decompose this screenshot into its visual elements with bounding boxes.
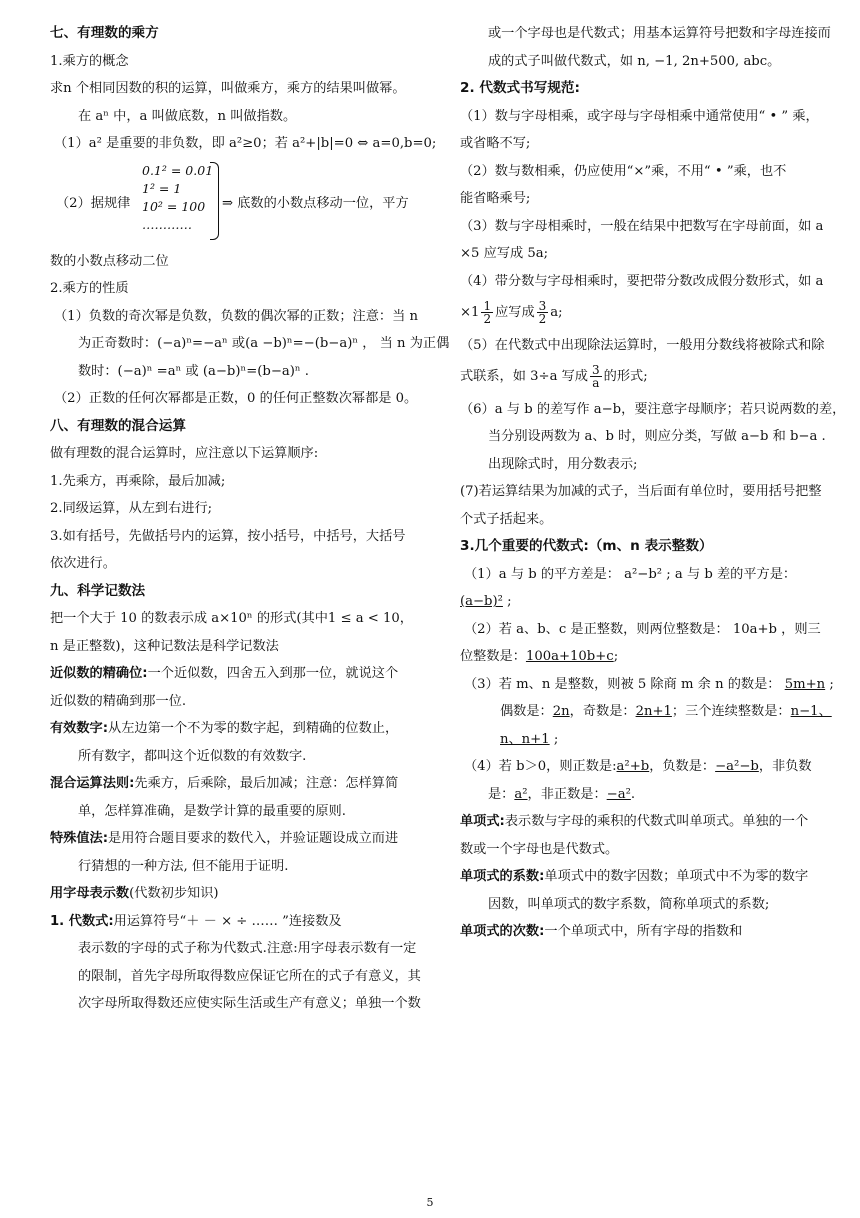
term-text: 是用符合题目要求的数代入，并验证题设成立而进	[108, 831, 399, 846]
term-label: 单项式的系数:	[460, 869, 545, 884]
term-text: 单项式中的数字因数；单项式中不为零的数字	[544, 869, 809, 884]
list-item	[460, 702, 838, 721]
term-label: 单项式的次数:	[460, 924, 545, 939]
list-item: （2）若 a、b、c 是正整数，则两位整数是： 10a+b ，则三	[464, 621, 821, 637]
answer: 2n+1	[635, 704, 672, 719]
list-item: 数时：(−a)ⁿ =aⁿ 或 (a−b)ⁿ=(b−a)ⁿ .	[78, 363, 309, 379]
list-item: 3.如有括号，先做括号内的运算，按小括号，中括号，大括号	[50, 528, 406, 544]
text: ×1	[460, 305, 480, 320]
list-item: 个式子括起来。	[460, 511, 553, 527]
text: a;	[550, 305, 563, 320]
list-item	[460, 299, 838, 327]
list-item: （1）a² 是重要的非负数，即 a²≥0；若 a²+|b|=0 ⇔ a=0,b=0;	[54, 136, 437, 151]
section-7-title: 七、有理数的乘方	[50, 25, 159, 41]
list-item: 依次进行。	[50, 556, 116, 571]
definition-mixed	[50, 774, 430, 793]
paragraph: 数的小数点移动二位	[50, 253, 169, 269]
letters-title	[50, 884, 430, 903]
list-item: 当分别设两数为 a、b 时，则应分类，写做 a−b 和 b−a .	[488, 429, 826, 444]
numerator: 3	[538, 299, 547, 313]
list-item: 1.先乘方，再乘除，最后加减;	[50, 473, 226, 489]
paragraph: 次字母所取得数还应使实际生活或生产有意义；单独一个数	[78, 996, 421, 1011]
list-item: （4）带分数与字母相乘时，要把带分数改成假分数形式，如 a	[460, 273, 824, 289]
equation: 1² = 1	[142, 180, 182, 196]
definition-monomial	[460, 812, 838, 831]
denominator: a	[592, 376, 600, 390]
paragraph: 在 aⁿ 中，a 叫做底数，n 叫做指数。	[78, 108, 297, 124]
text: （3）若 m、n 是整数，则被 5 除商 m 余 n 的数是：	[464, 676, 781, 692]
list-item: （2）数与数相乘，仍应使用“×”乘，不用“ • ”乘，也不	[460, 163, 787, 179]
paragraph: 行猜想的一种方法, 但不能用于证明.	[78, 858, 289, 874]
term-text: 先乘方，后乘除，最后加减；注意：怎样算简	[134, 776, 399, 791]
term-text: 用运算符号“＋ － × ÷ …… ”连接数及	[113, 913, 342, 929]
paragraph: 因数，叫单项式的数字系数，简称单项式的系数;	[488, 896, 770, 912]
right-brace	[210, 162, 219, 240]
text: ，非负数	[758, 759, 812, 774]
fraction	[590, 364, 602, 389]
paragraph: 近似数的精确到那一位.	[50, 693, 187, 709]
text: ，奇数是：	[569, 704, 636, 719]
denominator: 2	[483, 312, 492, 326]
answer: 100a+10b+c	[525, 649, 614, 664]
rule-conclusion: ⇒ 底数的小数点移动一位，平方	[222, 195, 409, 211]
left-column	[50, 24, 450, 1022]
answer: (a−b)²	[460, 594, 503, 609]
heading-text: 用字母表示数	[50, 886, 130, 901]
term-label: 混合运算法则:	[50, 776, 135, 791]
rule-label: （2）据规律	[56, 195, 131, 211]
text: 应写成	[495, 305, 535, 320]
text: 偶数是：	[500, 704, 553, 719]
list-item: 出现除式时，用分数表示;	[488, 456, 638, 472]
list-item: 位整数是：100a+10b+c;	[460, 649, 619, 664]
list-item: 或省略不写;	[460, 136, 531, 151]
paragraph: 表示数的字母的式子称为代数式.注意:用字母表示数有一定	[78, 941, 417, 956]
answer: a²	[514, 786, 528, 802]
list-item	[460, 757, 838, 776]
list-item: （1）数与字母相乘，或字母与字母相乘中通常使用“ • ” 乘，	[460, 108, 819, 124]
text: 位整数是：	[460, 649, 526, 664]
term-text: 一个近似数，四舍五入到那一位，就说这个	[147, 666, 399, 681]
text: 式联系，如 3÷a 写成	[460, 369, 588, 384]
answer: n−1、	[790, 704, 832, 719]
term-label: 1. 代数式:	[50, 913, 114, 929]
definition-coefficient	[460, 867, 838, 886]
list-item: ×5 应写成 5a;	[460, 246, 549, 261]
list-item: n、n+1 ;	[500, 731, 559, 747]
page-number: 5	[426, 1196, 434, 1209]
paragraph: n 是正整数)，这种记数法是科学记数法	[50, 638, 279, 654]
term-label: 有效数字:	[50, 721, 109, 736]
equation: …………	[142, 216, 192, 232]
term-label: 近似数的精确位:	[50, 666, 148, 681]
paragraph: 或一个字母也是代数式；用基本运算符号把数和字母连接而	[488, 26, 831, 41]
list-item: 为正奇数时：(−a)ⁿ=−aⁿ 或(a −b)ⁿ=−(b−a)ⁿ ， 当 n 为正偶	[78, 336, 450, 351]
list-item: （3）若 m、n 是整数，则被 5 除商 m 余 n 的数是： 5m+n ;	[464, 676, 834, 692]
power-rule-block	[50, 162, 430, 242]
right-column	[460, 24, 846, 950]
list-item: （5）在代数式中出现除法运算时，一般用分数线将被除式和除	[460, 337, 825, 353]
definition-special	[50, 829, 430, 848]
answer: −a²−b	[715, 759, 759, 774]
text: ，负数是：	[649, 759, 716, 774]
answer: 5m+n	[784, 676, 826, 692]
paragraph: 数或一个字母也是代数式。	[460, 841, 619, 857]
denominator: 2	[538, 312, 547, 326]
text: 的形式;	[603, 369, 648, 384]
fraction	[481, 300, 493, 325]
list-item: 2.同级运算，从左到右进行;	[50, 501, 213, 516]
paragraph: 把一个大于 10 的数表示成 a×10ⁿ 的形式(其中1 ≤ a < 10，	[50, 611, 413, 626]
answer: n、n+1	[500, 731, 550, 747]
numerator: 1	[483, 299, 492, 313]
heading-sub: (代数初步知识)	[129, 886, 219, 901]
subsection-7-1: 1.乘方的概念	[50, 53, 129, 69]
list-item: (7)若运算结果为加减的式子，当后面有单位时，要用括号把整	[460, 484, 822, 499]
term-text: 表示数与字母的乘积的代数式叫单项式。单独的一个	[504, 814, 809, 829]
section-9-title: 九、科学记数法	[50, 582, 146, 599]
term-label: 单项式:	[460, 814, 505, 829]
paragraph: 的限制，首先字母所取得数应保证它所在的式子有意义，其	[78, 968, 421, 984]
paragraph: 做有理数的混合运算时，应注意以下运算顺序:	[50, 446, 319, 461]
answer: 2n	[552, 704, 570, 719]
section-title: 2. 代数式书写规范:	[460, 80, 580, 96]
paragraph: 单，怎样算准确，是数学计算的最重要的原则.	[78, 803, 346, 819]
numerator: 3	[592, 363, 600, 377]
section-8-title: 八、有理数的混合运算	[50, 417, 186, 434]
list-item: （6）a 与 b 的差写作 a−b，要注意字母顺序；若只说两数的差，	[460, 401, 846, 417]
term-label: 特殊值法:	[50, 831, 109, 846]
list-item: 是：a²，非正数是：−a².	[488, 786, 636, 802]
paragraph: 求n 个相同因数的积的运算，叫做乘方，乘方的结果叫做幂。	[50, 81, 406, 96]
rule-equations	[142, 162, 213, 234]
term-text: 从左边第一个不为零的数字起，到精确的位数止，	[108, 721, 399, 736]
definition-degree	[460, 922, 838, 941]
list-item	[460, 363, 838, 391]
list-item: （3）数与字母相乘时，一般在结果中把数写在字母前面，如 a	[460, 218, 824, 234]
equation: 10² = 100	[142, 198, 206, 214]
fraction	[537, 300, 549, 325]
text: ，非正数是：	[527, 786, 607, 802]
definition-algebraic	[50, 912, 430, 931]
subsection-7-2: 2.乘方的性质	[50, 281, 129, 296]
list-item: （1）负数的奇次幂是负数，负数的偶次幂的正数；注意：当 n	[54, 308, 418, 324]
list-item: （1）a 与 b 的平方差是： a²−b² ; a 与 b 差的平方是：	[464, 566, 797, 582]
term-text: 一个单项式中，所有字母的指数和	[544, 924, 743, 939]
answer: −a²	[606, 786, 631, 802]
definition-significant	[50, 719, 430, 738]
answer: a²+b	[616, 759, 650, 774]
text: （4）若 b＞0，则正数是:	[464, 759, 617, 774]
list-item: (a−b)² ;	[460, 594, 512, 609]
definition-approx	[50, 664, 430, 683]
text: 是：	[488, 786, 515, 802]
list-item: 能省略乘号;	[460, 191, 531, 206]
paragraph: 成的式子叫做代数式，如 n, −1, 2n+500, abc。	[488, 53, 781, 69]
equation: 0.1² = 0.01	[142, 162, 214, 178]
list-item: （2）正数的任何次幂都是正数，0 的任何正整数次幂都是 0。	[54, 391, 418, 406]
paragraph: 所有数字，都叫这个近似数的有效数字.	[78, 748, 307, 764]
section-title: 3.几个重要的代数式:（m、n 表示整数）	[460, 538, 713, 554]
text: ；三个连续整数是：	[671, 704, 791, 719]
